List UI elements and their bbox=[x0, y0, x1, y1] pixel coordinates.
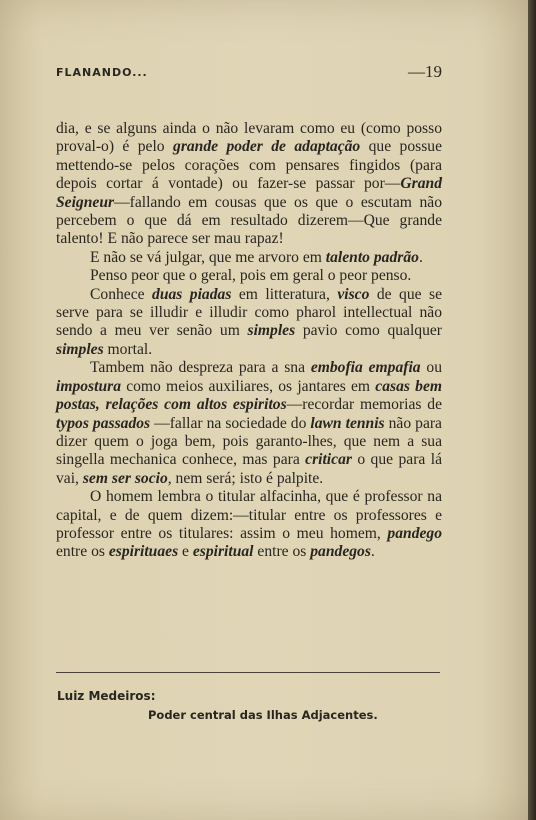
emphasis-text: Grand Seigneur bbox=[56, 175, 442, 211]
running-header bbox=[56, 62, 442, 82]
text-run: que possue mettendo-se pelos corações com pensares fingidos (para depois cortar á vontade) ou fazer-se passar por— bbox=[56, 138, 442, 193]
emphasis-text: pandego bbox=[387, 524, 442, 542]
paragraph bbox=[56, 249, 442, 267]
emphasis-text: simples bbox=[56, 340, 104, 358]
emphasis-text: grande poder de adaptação bbox=[173, 138, 361, 156]
text-run: de que se serve para se illudir e illudir como pharol intellectual não sendo a meu ver senão um bbox=[56, 285, 442, 340]
emphasis-text: criticar bbox=[305, 451, 352, 469]
paragraph bbox=[56, 286, 442, 360]
text-run: —recordar memorias de bbox=[286, 396, 442, 414]
signature-name: Luiz Medeiros: bbox=[57, 689, 156, 703]
text-run: pavio como qualquer bbox=[295, 322, 442, 340]
text-run: , nem será; isto é palpite. bbox=[167, 469, 324, 487]
emphasis-text: typos passados bbox=[56, 414, 151, 432]
text-run: . bbox=[370, 543, 375, 561]
text-run: entre os bbox=[253, 543, 311, 561]
emphasis-text: impostura bbox=[56, 377, 121, 395]
emphasis-text: visco bbox=[337, 285, 370, 303]
text-run: mortal. bbox=[103, 340, 153, 358]
text-run: entre os bbox=[56, 543, 109, 561]
paragraph bbox=[56, 488, 442, 562]
page-number: —19 bbox=[408, 62, 442, 81]
emphasis-text: duas piadas bbox=[152, 285, 232, 303]
emphasis-text: simples bbox=[247, 322, 296, 340]
text-run: em litteratura, bbox=[231, 285, 338, 303]
emphasis-text: espiritual bbox=[192, 543, 254, 561]
text-run: o que para lá vai, bbox=[56, 451, 442, 487]
paragraph bbox=[56, 120, 442, 249]
text-run: como meios auxiliares, os jantares em bbox=[121, 377, 376, 395]
text-run: Penso peor que o geral, pois em geral o peor penso. bbox=[90, 267, 412, 285]
running-title: FLANANDO... bbox=[56, 66, 148, 79]
text-run: E não se vá julgar, que me arvoro em bbox=[90, 248, 326, 266]
signature-title: Poder central das Ilhas Adjacentes. bbox=[148, 708, 378, 722]
text-run: dia, e se alguns ainda o não levaram como eu (como posso proval-o) é pelo bbox=[56, 120, 442, 156]
text-run: não para dizer quem o joga bem, pois garanto-lhes, que nem a sua singella mechanica conhece, mas para bbox=[56, 414, 442, 469]
text-run: . bbox=[418, 248, 423, 266]
text-run: ou bbox=[420, 359, 442, 377]
text-run: e bbox=[178, 543, 193, 561]
emphasis-text: casas bem postas, relações com altos espiritos bbox=[56, 377, 442, 414]
text-run: O homem lembra o titular alfacinha, que é professor na capital, e de quem dizem:—titular entre os professores e professor entre os titulares: assim o meu homem, bbox=[56, 488, 442, 542]
page-edge bbox=[528, 0, 536, 820]
paragraph bbox=[56, 267, 442, 285]
text-run: Tambem não despreza para a sna bbox=[90, 359, 311, 377]
text-run: —fallar na sociedade do bbox=[150, 414, 311, 432]
emphasis-text: lawn tennis bbox=[310, 414, 385, 432]
emphasis-text: embofia empafia bbox=[310, 359, 421, 377]
emphasis-text: espirituaes bbox=[108, 543, 179, 561]
divider-rule bbox=[56, 672, 440, 673]
body-text bbox=[56, 120, 442, 562]
text-run: —fallando em cousas que os que o escutam não percebem o que dá em resultado dizerem—Que grande talento! E não parece ser mau rapaz! bbox=[56, 193, 442, 248]
text-run: Conhece bbox=[90, 285, 153, 303]
paragraph bbox=[56, 359, 442, 488]
emphasis-text: pandegos bbox=[310, 543, 371, 561]
emphasis-text: sem ser socio bbox=[82, 469, 168, 487]
emphasis-text: talento padrão bbox=[325, 248, 419, 266]
